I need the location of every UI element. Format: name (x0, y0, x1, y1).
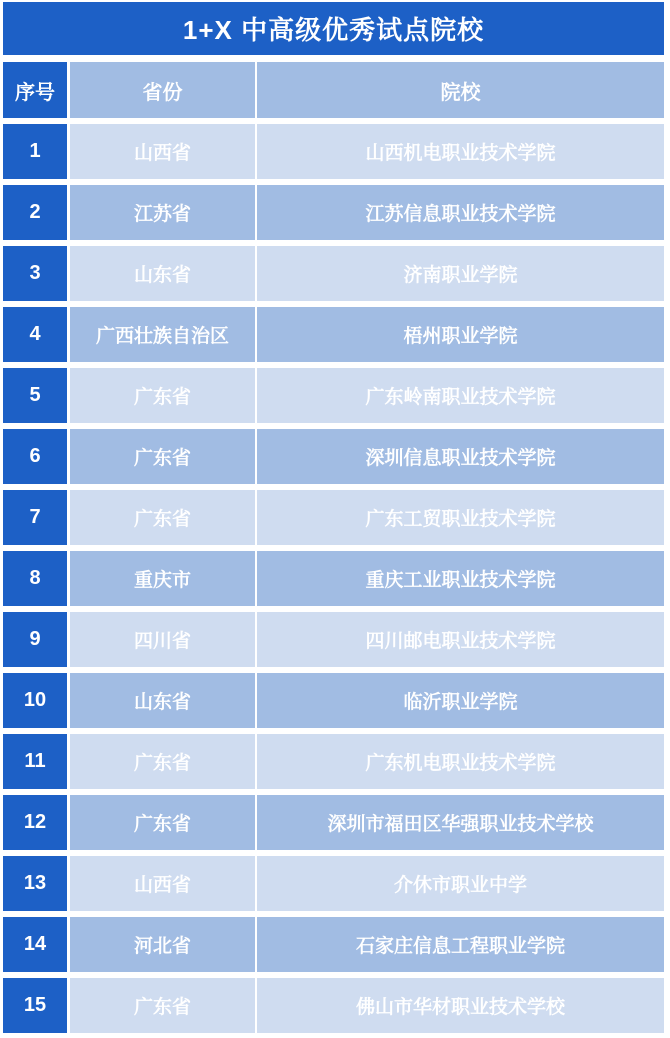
row-index-cell: 10 (3, 673, 67, 728)
province-cell: 山东省 (70, 246, 255, 301)
row-index-cell: 3 (3, 246, 67, 301)
row-index-cell: 7 (3, 490, 67, 545)
table-row (3, 612, 664, 667)
table-row (3, 307, 664, 362)
school-cell: 广东工贸职业技术学院 (257, 490, 664, 545)
row-index-cell: 14 (3, 917, 67, 972)
school-cell: 四川邮电职业技术学院 (257, 612, 664, 667)
school-cell: 临沂职业学院 (257, 673, 664, 728)
table-row (3, 368, 664, 423)
school-cell: 广东机电职业技术学院 (257, 734, 664, 789)
header-school: 院校 (257, 62, 664, 118)
school-cell: 深圳信息职业技术学院 (257, 429, 664, 484)
school-cell: 重庆工业职业技术学院 (257, 551, 664, 606)
province-cell: 广东省 (70, 368, 255, 423)
school-cell: 山西机电职业技术学院 (257, 124, 664, 179)
table-row (3, 734, 664, 789)
header-province: 省份 (70, 62, 255, 118)
province-cell: 广东省 (70, 978, 255, 1033)
row-index-cell: 4 (3, 307, 67, 362)
school-cell: 广东岭南职业技术学院 (257, 368, 664, 423)
table-row (3, 795, 664, 850)
row-index-cell: 9 (3, 612, 67, 667)
school-cell: 深圳市福田区华强职业技术学校 (257, 795, 664, 850)
school-cell: 梧州职业学院 (257, 307, 664, 362)
row-index-cell: 13 (3, 856, 67, 911)
province-cell: 山西省 (70, 856, 255, 911)
province-cell: 广东省 (70, 734, 255, 789)
province-cell: 山东省 (70, 673, 255, 728)
table-row (3, 124, 664, 179)
table-row (3, 429, 664, 484)
table-row (3, 185, 664, 240)
school-cell: 佛山市华材职业技术学校 (257, 978, 664, 1033)
table-title: 1+X 中高级优秀试点院校 (3, 2, 664, 55)
table-row (3, 490, 664, 545)
table-row (3, 856, 664, 911)
table-row (3, 673, 664, 728)
row-index-cell: 8 (3, 551, 67, 606)
row-index-cell: 12 (3, 795, 67, 850)
school-cell: 江苏信息职业技术学院 (257, 185, 664, 240)
province-cell: 重庆市 (70, 551, 255, 606)
school-cell: 介休市职业中学 (257, 856, 664, 911)
province-cell: 四川省 (70, 612, 255, 667)
province-cell: 河北省 (70, 917, 255, 972)
province-cell: 山西省 (70, 124, 255, 179)
province-cell: 广东省 (70, 795, 255, 850)
table-row (3, 917, 664, 972)
row-index-cell: 15 (3, 978, 67, 1033)
header-no: 序号 (3, 62, 67, 118)
row-index-cell: 2 (3, 185, 67, 240)
row-index-cell: 6 (3, 429, 67, 484)
school-cell: 济南职业学院 (257, 246, 664, 301)
row-index-cell: 5 (3, 368, 67, 423)
table-row (3, 246, 664, 301)
row-index-cell: 11 (3, 734, 67, 789)
school-cell: 石家庄信息工程职业学院 (257, 917, 664, 972)
province-cell: 广东省 (70, 429, 255, 484)
province-cell: 广西壮族自治区 (70, 307, 255, 362)
province-cell: 江苏省 (70, 185, 255, 240)
table-row (3, 978, 664, 1033)
province-cell: 广东省 (70, 490, 255, 545)
header-row (3, 62, 664, 118)
row-index-cell: 1 (3, 124, 67, 179)
table-row (3, 551, 664, 606)
